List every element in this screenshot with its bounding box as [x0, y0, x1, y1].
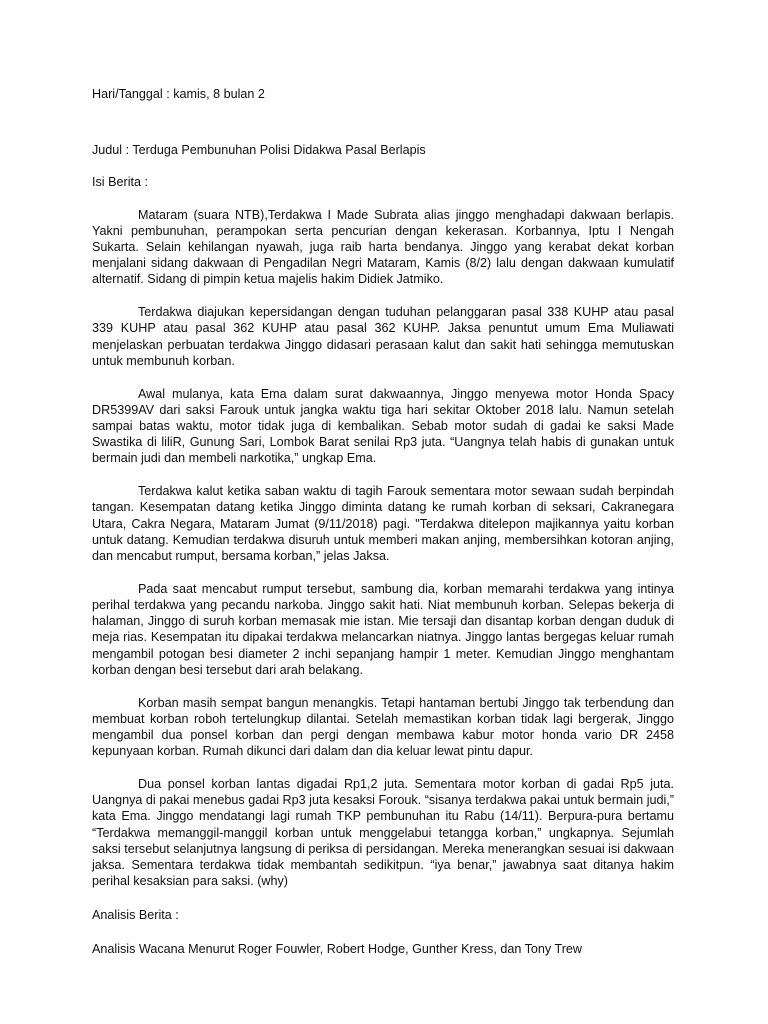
paragraph-1: Mataram (suara NTB),Terdakwa I Made Subrata alias jinggo menghadapi dakwaan berlapis. Yakni pembunuhan, perampokan serta pencurian dengan kekerasan. Korbannya, Iptu I Nengah Sukarta. Selain kehilangan nyawah, juga raib harta bendanya. Jinggo yang kerabat dekat korban menjalani sidang dakwaan di Pengadilan Negri Mataram, Kamis (8/2) lalu dengan dakwaan kumulatif alternatif. Sidang di pimpin ketua majelis hakim Didiek Jatmiko. — [92, 207, 674, 287]
isi-berita-label: Isi Berita : — [92, 175, 148, 190]
paragraph-4: Terdakwa kalut ketika saban waktu di tagih Farouk sementara motor sewaan sudah berpindah tangan. Kesempatan datang ketika Jinggo diminta datang ke rumah korban di seksari, Cakranegara Utara, Cakra Negara, Mataram Jumat (9/11/2018) pagi. "Terdakwa ditelepon majikannya yaitu korban untuk datang. Kemudian terdakwa disuruh untuk memberi makan anjing, membersihkan kotoran anjing, dan mencabut rumput, bersama korban,” jelas Jaksa. — [92, 484, 674, 564]
date-line: Hari/Tanggal : kamis, 8 bulan 2 — [92, 87, 265, 101]
news-title: Judul : Terduga Pembunuhan Polisi Didakwa Pasal Berlapis — [92, 143, 426, 158]
paragraph-7: Dua ponsel korban lantas digadai Rp1,2 juta. Sementara motor korban di gadai Rp5 juta. Uangnya di pakai menebus gadai Rp3 juta kesaksi Forouk. “sisanya terdakwa pakai untuk bermain judi,” kata Ema. Jinggo mendatangi lagi rumah TKP pembunuhan itu Rabu (14/11). Berpura-pura bertamu “Terdakwa memanggil-manggil korban untuk menggelabui tetangga korban,” ungkapnya. Sejumlah saksi tersebut selanjutnya langsung di periksa di persidangan. Mereka menerangkan sesuai isi dakwaan jaksa. Sementara terdakwa tidak membantah sedikitpun. “iya benar,” jawabnya saat ditanya hakim perihal kesaksian para saksi. (why) — [92, 777, 674, 889]
paragraph-3: Awal mulanya, kata Ema dalam surat dakwaannya, Jinggo menyewa motor Honda Spacy DR5399AV dari saksi Farouk untuk jangka waktu tiga hari sekitar Oktober 2018 lalu. Namun setelah sampai batas waktu, motor tidak juga di kembalikan. Sebab motor sudah di gadai ke saksi Made Swastika di liliR, Gunung Sari, Lombok Barat senilai Rp3 juta. “Uangnya telah habis di gunakan untuk bermain judi dan membeli narkotika,” ungkap Ema. — [92, 386, 674, 466]
paragraph-6: Korban masih sempat bangun menangkis. Tetapi hantaman bertubi Jinggo tak terbendung dan membuat korban roboh tertelungkup dilantai. Setelah memastikan korban tidak lagi bergerak, Jinggo mengambil dua ponsel korban dan pergi dengan membawa kabur motor honda vario DR 2458 kepunyaan korban. Rumah dikunci dari dalam dan dia keluar lewat pintu dapur. — [92, 695, 674, 759]
paragraph-2: Terdakwa diajukan kepersidangan dengan tuduhan pelanggaran pasal 338 KUHP atau pasal 339 KUHP atau pasal 362 KUHP atau pasal 362 KUHP. Jaksa penuntut umum Ema Muliawati menjelaskan perbuatan terdakwa Jinggo didasari perasaan kalut dan sakit hati sehingga memutuskan untuk membunuh korban. — [92, 305, 674, 368]
analisis-berita-label: Analisis Berita : — [92, 908, 179, 923]
document-page — [92, 86, 674, 957]
paragraph-5: Pada saat mencabut rumput tersebut, sambung dia, korban memarahi terdakwa yang intinya perihal terdakwa yang pecandu narkoba. Jinggo sakit hati. Niat membunuh korban. Selepas bekerja di halaman, Jinggo di suruh korban memasak mie istan. Mie tersaji dan disantap korban dengan duduk di meja rias. Kesempatan itu dipakai terdakwa melancarkan niatnya. Jinggo lantas bergegas keluar rumah mengambil potogan besi diameter 2 inchi sepanjang hampir 1 meter. Kemudian Jinggo menghantam korban dengan besi tersebut dari arah belakang. — [92, 581, 674, 677]
analisis-line: Analisis Wacana Menurut Roger Fouwler, Robert Hodge, Gunther Kress, dan Tony Trew — [92, 941, 582, 956]
